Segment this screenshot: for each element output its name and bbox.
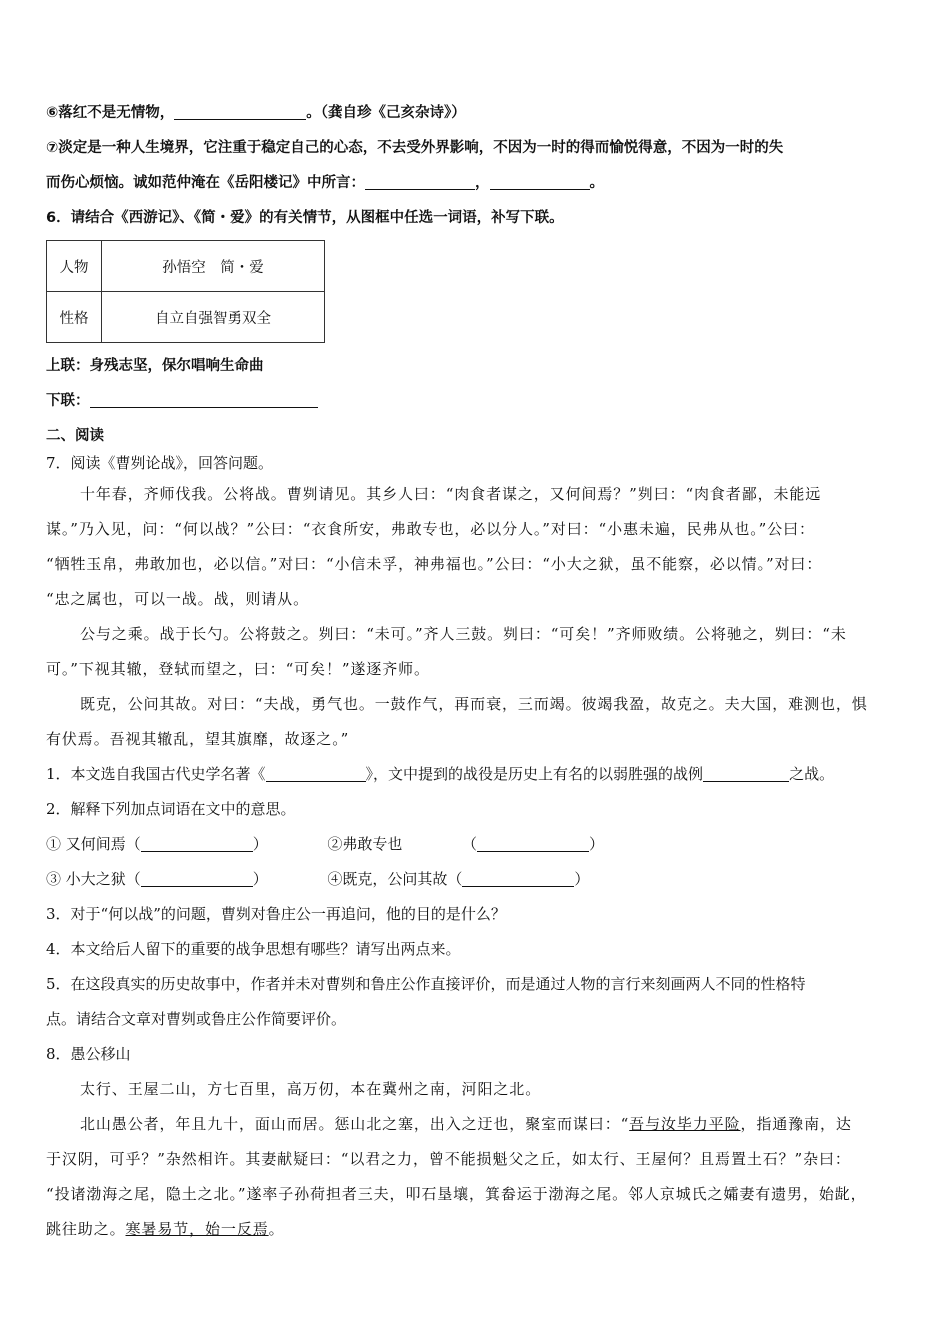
row-value: 自立自强智勇双全: [102, 292, 325, 343]
passage-text: 有伏焉。吾视其辙乱，望其旗靡，故逐之。”: [46, 730, 350, 748]
question-7-2-items: [46, 862, 908, 897]
passage-line: [46, 722, 908, 757]
paren: （: [461, 835, 477, 853]
paren: ）: [252, 870, 268, 888]
question-7-1: [46, 757, 908, 792]
passage-line: [46, 582, 908, 617]
xialian-label: 下联：: [46, 393, 90, 409]
question-7-3: [46, 897, 908, 932]
passage-line: [46, 652, 908, 687]
passage-line: [46, 1072, 908, 1107]
question-text: 之战。: [789, 765, 835, 783]
passage-line: [46, 617, 908, 652]
passage-line: [46, 547, 908, 582]
question-7-text: 7．阅读《曹刿论战》，回答问题。: [46, 454, 274, 472]
item-text: ②弗敢专也: [327, 835, 403, 853]
row-label: 人物: [47, 241, 102, 292]
paren: ）: [574, 870, 590, 888]
answer-blank[interactable]: [703, 763, 789, 782]
question-6-text: 6．请结合《西游记》、《简・爱》的有关情节，从图框中任选一词语，补写下联。: [46, 210, 564, 226]
passage-text: “投诸渤海之尾，隐土之北。”遂率子孙荷担者三夫，叩石垦壤，箕畚运于渤海之尾。邻人京城氏之孀妻有遗男，始龀，: [46, 1185, 867, 1203]
question-text: 5．在这段真实的历史故事中，作者并未对曹刿和鲁庄公作直接评价，而是通过人物的言行来刻画两人不同的性格特: [46, 975, 806, 993]
passage-text: 既克，公问其故。对曰：“夫战，勇气也。一鼓作气，再而衰，三而竭。彼竭我盈，故克之。夫大国，难测也，惧: [80, 695, 868, 713]
passage-text: 谋。”乃入见，问：“何以战？”公曰：“衣食所安，弗敢专也，必以分人。”对曰：“小惠未遍，民弗从也。”公曰：: [46, 520, 815, 538]
answer-blank[interactable]: [174, 101, 306, 120]
item-7-line-1: [46, 131, 908, 166]
period: 。: [589, 175, 604, 191]
passage-text: 。: [268, 1220, 285, 1238]
underlined-sentence: 吾与汝毕力平险: [629, 1115, 741, 1133]
item-text: ③ 小大之狱（: [46, 870, 141, 888]
passage-text: “忠之属也，可以一战。战，则请从。: [46, 590, 309, 608]
item-text: ④既克，公问其故（: [327, 870, 463, 888]
document-page: [46, 96, 908, 1247]
underlined-sentence: 寒暑易节，始一反焉: [125, 1220, 269, 1238]
answer-blank[interactable]: [141, 868, 253, 887]
table-row: [47, 241, 325, 292]
question-text: 2．解释下列加点词语在文中的意思。: [46, 800, 296, 818]
passage-text: 可。”下视其辙，登轼而望之，曰：“可矣！”遂逐齐师。: [46, 660, 430, 678]
table-row: [47, 292, 325, 343]
question-7-5: [46, 967, 908, 1002]
question-7-2: [46, 792, 908, 827]
question-text: 点。请结合文章对曹刿或鲁庄公作简要评价。: [46, 1010, 347, 1028]
question-7: [46, 449, 908, 477]
answer-blank[interactable]: [266, 763, 366, 782]
word-choice-table: [46, 240, 325, 343]
answer-blank[interactable]: [477, 833, 589, 852]
passage-text: 于汉阴，可乎？”杂然相许。其妻献疑曰：“以君之力，曾不能损魁父之丘，如太行、王屋何？且焉置土石？”杂曰：: [46, 1150, 851, 1168]
section-heading: [46, 423, 908, 449]
passage-line: [46, 477, 908, 512]
passage-text: 十年春，齐师伐我。公将战。曹刿请见。其乡人曰：“肉食者谋之，又何间焉？”刿曰：“肉食者鄙，未能远: [80, 485, 822, 503]
section-title: 二、阅读: [46, 428, 104, 444]
item-6-text: ⑥落红不是无情物，: [46, 105, 175, 121]
row-label: 性格: [47, 292, 102, 343]
question-7-4: [46, 932, 908, 967]
passage-line: [46, 1212, 908, 1247]
item-7-line-2: [46, 166, 908, 201]
question-7-5: [46, 1002, 908, 1037]
passage-text: 跳往助之。: [46, 1220, 126, 1238]
passage-line: [46, 512, 908, 547]
item-6-line: [46, 96, 908, 131]
passage-line: [46, 1142, 908, 1177]
question-text: 1．本文选自我国古代史学名著《: [46, 765, 266, 783]
question-8: [46, 1037, 908, 1072]
item-7-text: ⑦淡定是一种人生境界，它注重于稳定自己的心态，不去受外界影响，不因为一时的得而愉悦得意，不因为一时的失: [46, 140, 784, 156]
item-6-source: 。（龚自珍《己亥杂诗》）: [306, 105, 466, 121]
passage-text: ，指通豫南，达: [740, 1115, 852, 1133]
paren: ）: [252, 835, 268, 853]
question-text: 》，文中提到的战役是历史上有名的以弱胜强的战例: [365, 765, 704, 783]
answer-blank[interactable]: [365, 171, 475, 190]
shanglian-text: 上联：身残志坚，保尔唱响生命曲: [46, 358, 264, 374]
answer-blank[interactable]: [141, 833, 253, 852]
answer-blank[interactable]: [462, 868, 574, 887]
row-value: 孙悟空 简・爱: [102, 241, 325, 292]
passage-text: “牺牲玉帛，弗敢加也，必以信。”对曰：“小信未孚，神弗福也。”公曰：“小大之狱，虽不能察，必以情。”对曰：: [46, 555, 823, 573]
passage-line: [46, 687, 908, 722]
passage-line: [46, 1177, 908, 1212]
question-text: 4．本文给后人留下的重要的战争思想有哪些？请写出两点来。: [46, 940, 461, 958]
item-7-text-cont: 而伤心烦恼。诚如范仲淹在《岳阳楼记》中所言：: [46, 175, 365, 191]
answer-blank[interactable]: [90, 389, 318, 408]
item-text: ① 又何间焉（: [46, 835, 141, 853]
passage-text: 太行、王屋二山，方七百里，高万仞，本在冀州之南，河阳之北。: [80, 1080, 542, 1098]
question-text: 3．对于“何以战”的问题，曹刿对鲁庄公一再追问，他的目的是什么？: [46, 905, 506, 923]
question-6: [46, 201, 908, 236]
shanglian: [46, 349, 908, 384]
question-7-2-items: [46, 827, 908, 862]
xialian: [46, 384, 908, 419]
passage-text: 公与之乘。战于长勺。公将鼓之。刿曰：“未可。”齐人三鼓。刿曰：“可矣！”齐师败绩。公将驰之，刿曰：“未: [80, 625, 847, 643]
passage-text: 北山愚公者，年且九十，面山而居。惩山北之塞，出入之迂也，聚室而谋曰：“: [80, 1115, 630, 1133]
passage-line: [46, 1107, 908, 1142]
paren: ）: [588, 835, 604, 853]
comma: ，: [475, 175, 490, 191]
answer-blank[interactable]: [490, 171, 590, 190]
question-8-title: 8．愚公移山: [46, 1045, 131, 1063]
